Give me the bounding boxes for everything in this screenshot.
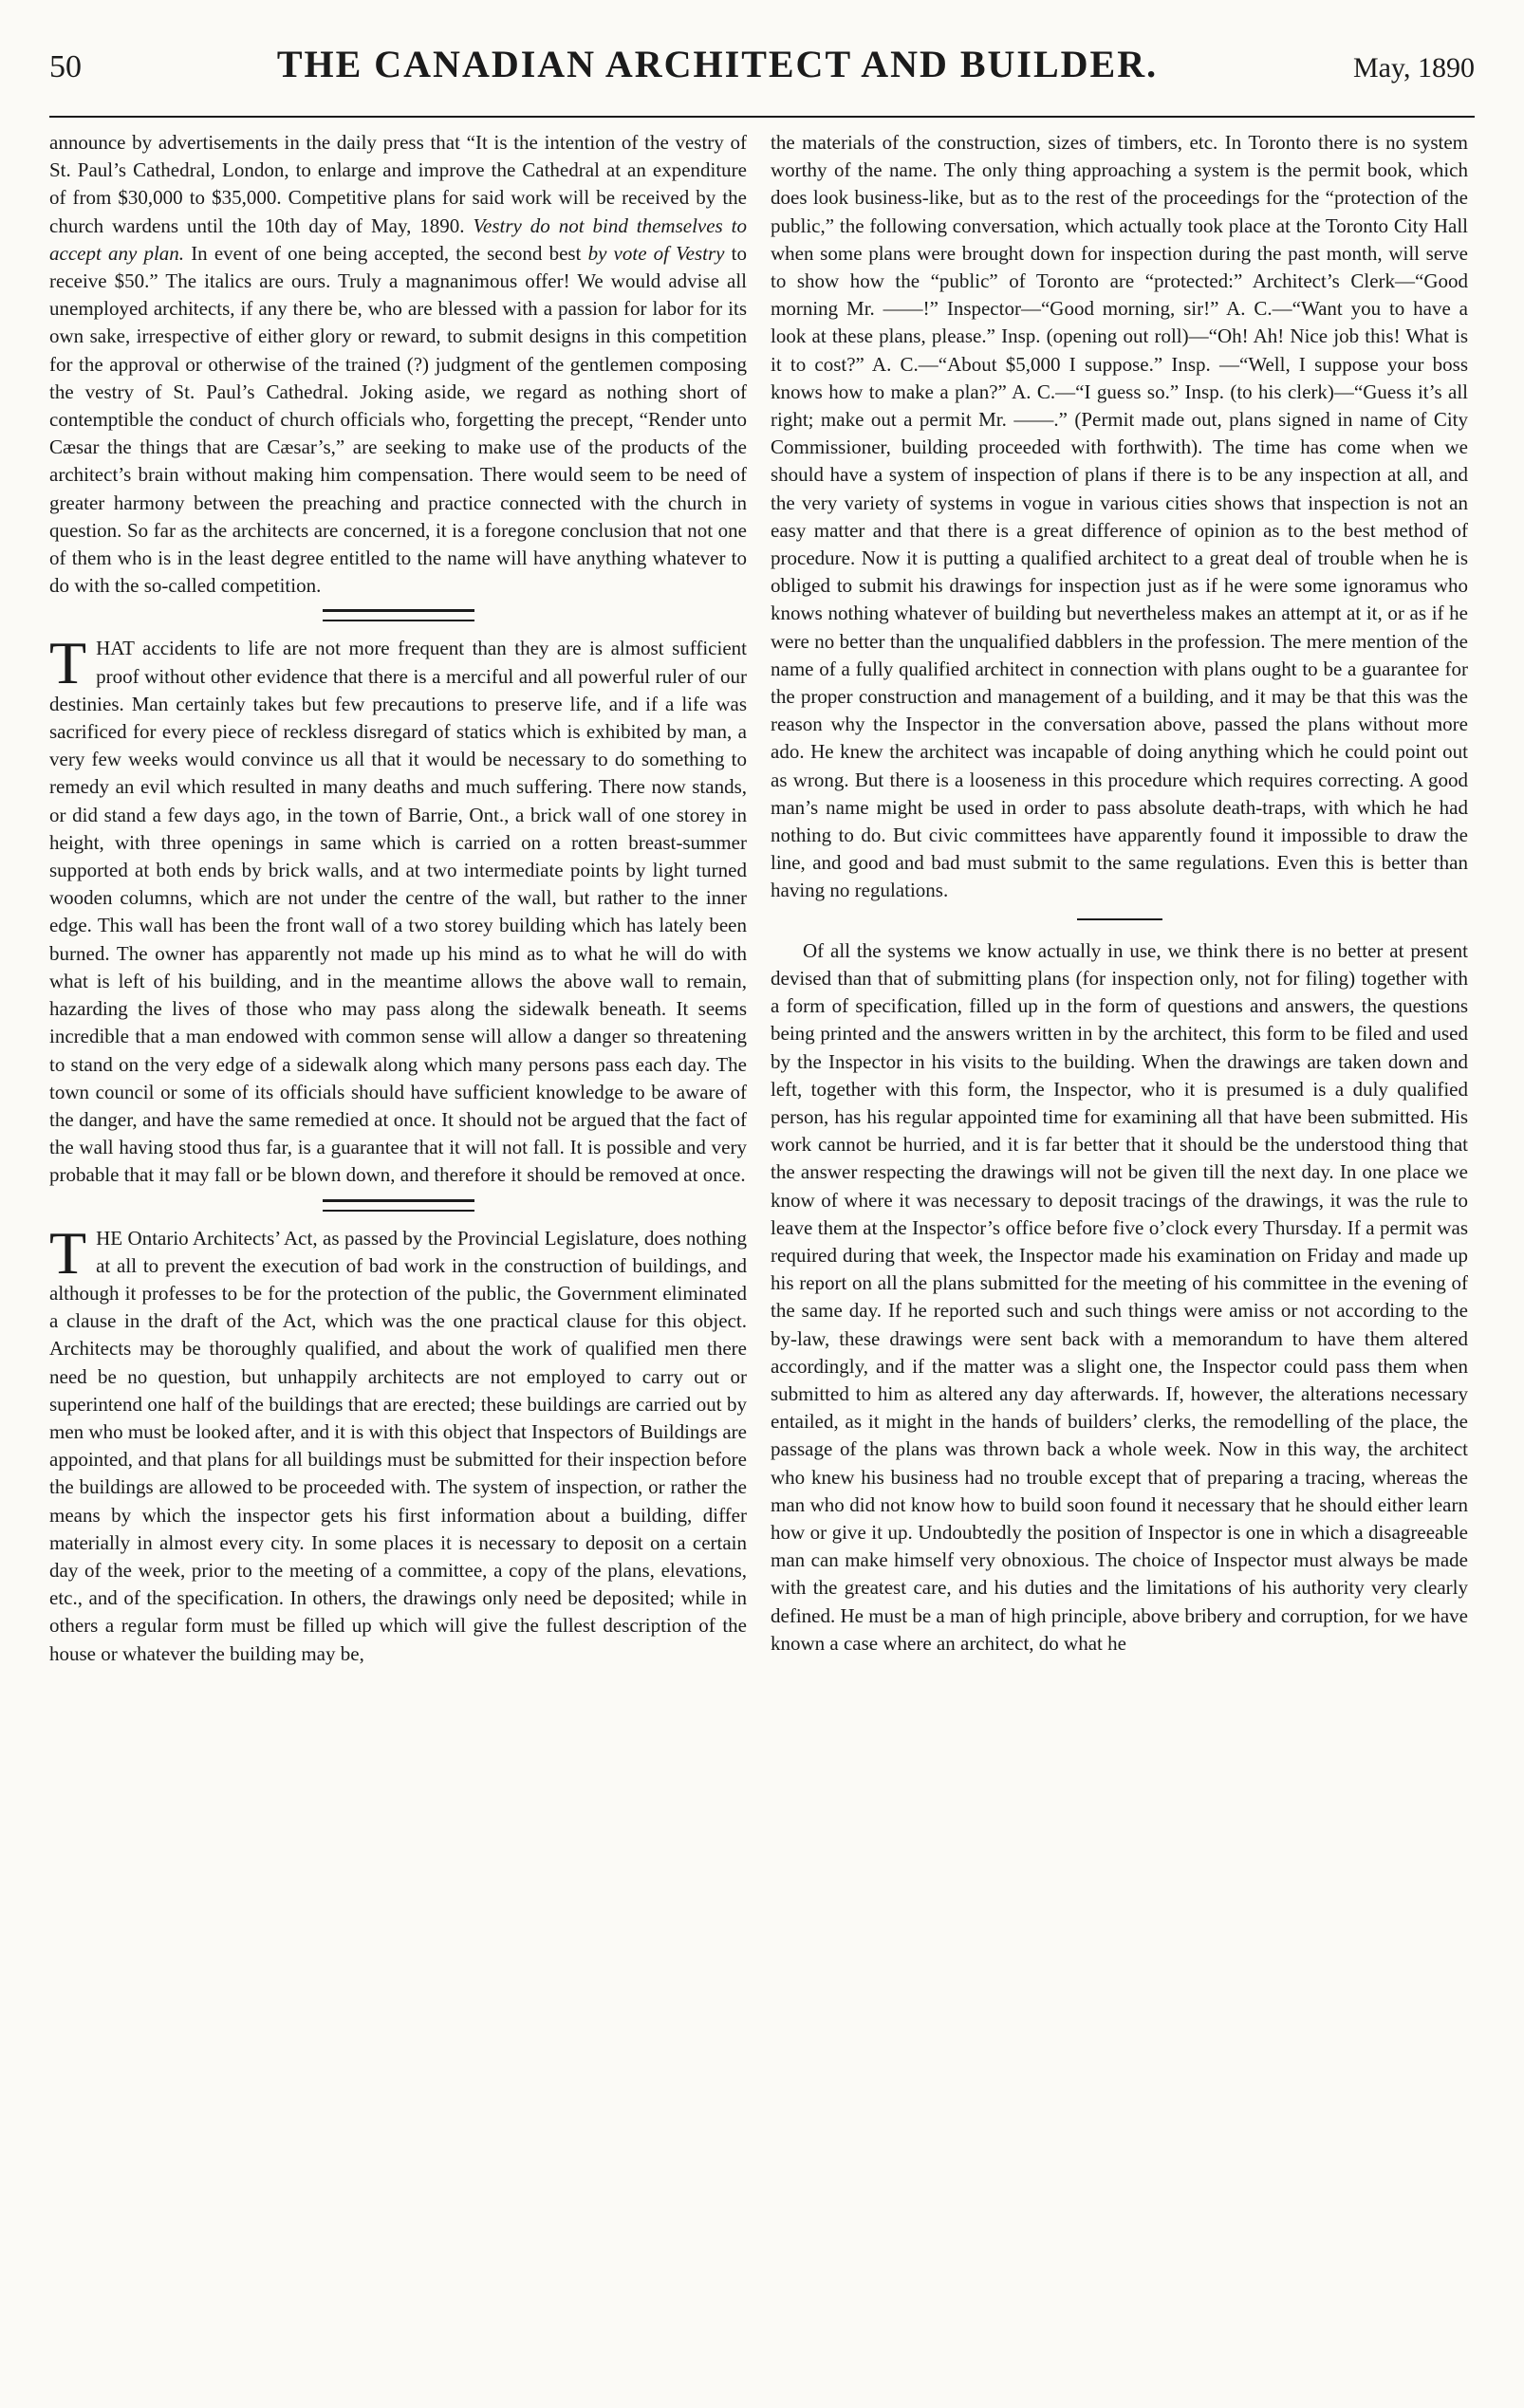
masthead-title: THE CANADIAN ARCHITECT AND BUILDER. — [276, 43, 1159, 85]
issue-date: May, 1890 — [1352, 52, 1475, 83]
drop-cap: T — [49, 1218, 87, 1287]
text-run: In event of one being accepted, the second best — [184, 241, 588, 265]
italic-run: Vestry do not bind themselves to accept any plan. — [49, 213, 747, 265]
drop-cap: T — [49, 629, 87, 697]
paragraph-toronto-inspection: the materials of the construction, sizes of timbers, etc. In Toronto there is no system worthy of the name. The only thing approaching a system is the permit book, which does look business-like, but as to the rest of the proceedings for the “protection of the public,” the following conversation, which actually took place at the Toronto City Hall when some plans were brought down for inspection during the past month, will serve to show how the “public” of Toronto are “protected:” Architect’s Clerk—“Good morning Mr. ——!” Inspector—“Good morning, sir!” A. C.—“Want you to have a look at these plans, please.” Insp. (opening out roll)—“Oh! Ah! Nice job this! What is it to cost?” A. C.—“About $5,000 I suppose.” Insp. —“Well, I suppose your boss knows how to make a plan?” A. C.—“I guess so.” Insp. (to his clerk)—“Guess it’s all right; make out a permit Mr. ——.” (Permit made out, plans signed in name of City Commissioner, building proceeded with forthwith). The time has come when we should have a system of inspection of plans if there is to be any inspection at all, and the very variety of systems in vogue in various cities shows that inspection is not an easy matter and that there is a great difference of opinion as to the best method of procedure. Now it is putting a qualified architect to a great deal of trouble when he is obliged to submit his drawings for inspection just as if he were some ignoramus who knows nothing whatever of building but nevertheless makes an attempt at it, or as if he were no better than the unqualified dabblers in the profession. The mere mention of the name of a fully qualified architect in connection with plans ought to be a guarantee for the proper construction and management of a building, and it may be that this was the reason why the Inspector in the conversation above, passed the plans without more ado. He knew the architect was incapable of doing anything which he could point out as wrong. But there is a looseness in this procedure which requires correcting. A good man’s name might be used in order to pass absolute death-traps, with which he had nothing to do. But civic committees have apparently found it impossible to draw the line, and good and bad must submit to the same regulations. Even this is better than having no regulations. — [771, 131, 1468, 902]
italic-run: by vote of Vestry — [587, 241, 725, 265]
page-header — [49, 42, 1475, 118]
paragraph-barrie-wall — [49, 629, 747, 1189]
paragraph-st-pauls-competition — [49, 129, 747, 600]
text-run: announce by advertisements in the daily press that “It is the intention of the vestry of St. Paul’s Cathedral, London, to enlarge and improve the Cathedral at an expenditure of from $30,000 to $35,000. Competitive plans for said work will be received by the church wardens until the 10th day of May, 1890. — [49, 131, 747, 237]
paragraph-systems-in-use: Of all the systems we know actually in use, we think there is no better at present devised than that of submitting plans (for inspection only, not for filing) together with a form of specification, filled up in the form of questions and answers, the questions being printed and the answers written in by the architect, this form to be filed and used by the Inspector in his visits to the building. When the drawings are taken down and left, together with this form, the Inspector, who it is presumed is a duly qualified person, has his regular appointed time for examining all that have been submitted. His work cannot be hurried, and it is far better that it should be the understood thing that the answer respecting the drawings will not be given till the next day. In one place we know of where it was necessary to deposit tracings of the drawings, it was the rule to leave them at the Inspector’s office before five o’clock every Thursday. If a permit was required during that week, the Inspector made his examination on Friday and made up his report on all the plans submitted for the meeting of his committee in the evening of the same day. If he reported such and such things were amiss or not according to the by-law, these drawings were sent back with a memorandum to have them altered accordingly, and if the matter was a slight one, the Inspector could pass them when submitted to him as altered any day afterwards. If, however, the alterations necessary entailed, as it might in the hands of builders’ clerks, the remodelling of the place, the passage of the plans was thrown back a whole week. Now in this way, the architect who knew his business had no trouble except that of preparing a tracing, whereas the man who did not know how to build soon found it necessary that he should either learn how or give it up. Undoubtedly the position of Inspector is one in which a disagreeable man can make himself very obnoxious. The choice of Inspector must always be made with the greatest care, and his duties and the limitations of his authority very clearly defined. He must be a man of high principle, above bribery and corruption, for we have known a case where an architect, do what he — [771, 938, 1468, 1655]
text-run: to receive $50.” The italics are ours. Truly a magnanimous offer! We would advise all unemployed architects, if any there be, who are blessed with a passion for labor for its own sake, irrespective of either glory or reward, to submit designs in this competition for the approval or otherwise of the trained (?) judgment of the gentlemen composing the vestry of St. Paul’s Cathedral. Joking aside, we regard as nothing short of contemptible the conduct of church officials who, forgetting the precept, “Render unto Cæsar the things that are Cæsar’s,” are seeking to make use of the products of the architect’s brain without making him compensation. There would seem to be need of greater harmony between the preaching and practice connected with the church in question. So far as the architects are concerned, it is a foregone conclusion that not one of them who is in the least degree entitled to the name will have anything whatever to do with the so-called competition. — [49, 241, 747, 598]
section-divider — [323, 609, 474, 621]
section-divider — [1077, 918, 1162, 920]
left-column — [49, 129, 747, 2387]
right-column — [771, 129, 1468, 2387]
text-run: HE Ontario Architects’ Act, as passed by the Provincial Legislature, does nothing at all to prevent the execution of bad work in the construction of buildings, and although it professes to be for the protection of the public, the Government eliminated a clause in the draft of the Act, which was the one practical clause for this object. Architects may be thoroughly qualified, and about the work of qualified men there need be no question, but unhappily architects are not employed to carry out or superintend one half of the buildings that are erected; these buildings are carried out by men who must be looked after, and it is with this object that Inspectors of Buildings are appointed, and that plans for all buildings must be submitted for their inspection before the buildings are allowed to be proceeded with. The system of inspection, or rather the means by which the inspector gets his first information about a building, differ materially in almost every city. In some places it is necessary to deposit on a certain day of the week, prior to the meeting of a committee, a copy of the plans, elevations, etc., and of the specification. In others, the drawings only need be deposited; while in others a regular form must be filled up which will give the fullest description of the house or whatever the building may be, — [49, 1226, 747, 1665]
section-divider — [323, 1199, 474, 1212]
paragraph-architects-act — [49, 1218, 747, 1668]
text-run: HAT accidents to life are not more frequent than they are is almost sufficient proof without other evidence that there is a merciful and all powerful ruler of our destinies. Man certainly takes but few precautions to preserve life, and if a life was sacrificed for every piece of reckless disregard of statics which is exhibited by man, a very few weeks would convince us all that it would be necessary to do something to remedy an evil which resulted in many deaths and much suffering. There now stands, or did stand a few days ago, in the town of Barrie, Ont., a brick wall of one storey in height, with three openings in same which is carried on a rotten breast-summer supported at both ends by brick walls, and at two intermediate points by light turned wooden columns, which are not under the centre of the wall, but rather to the inner edge. This wall has been the front wall of a two storey building which has lately been burned. The owner has apparently not made up his mind as to what he will do with what is left of his building, and in the meantime allows the above wall to remain, hazarding the lives of those who may pass along the sidewalk beneath. It seems incredible that a man endowed with common sense will allow a danger so threatening to stand on the very edge of a sidewalk along which many persons pass each day. The town council or some of its officials should have sufficient knowledge to be aware of the danger, and have the same remedied at once. It should not be argued that the fact of the wall having stood thus far, is a guarantee that it will not fall. It is possible and very probable that it may fall or be blown down, and therefore it should be removed at once. — [49, 637, 747, 1187]
page-number: 50 — [49, 49, 82, 84]
